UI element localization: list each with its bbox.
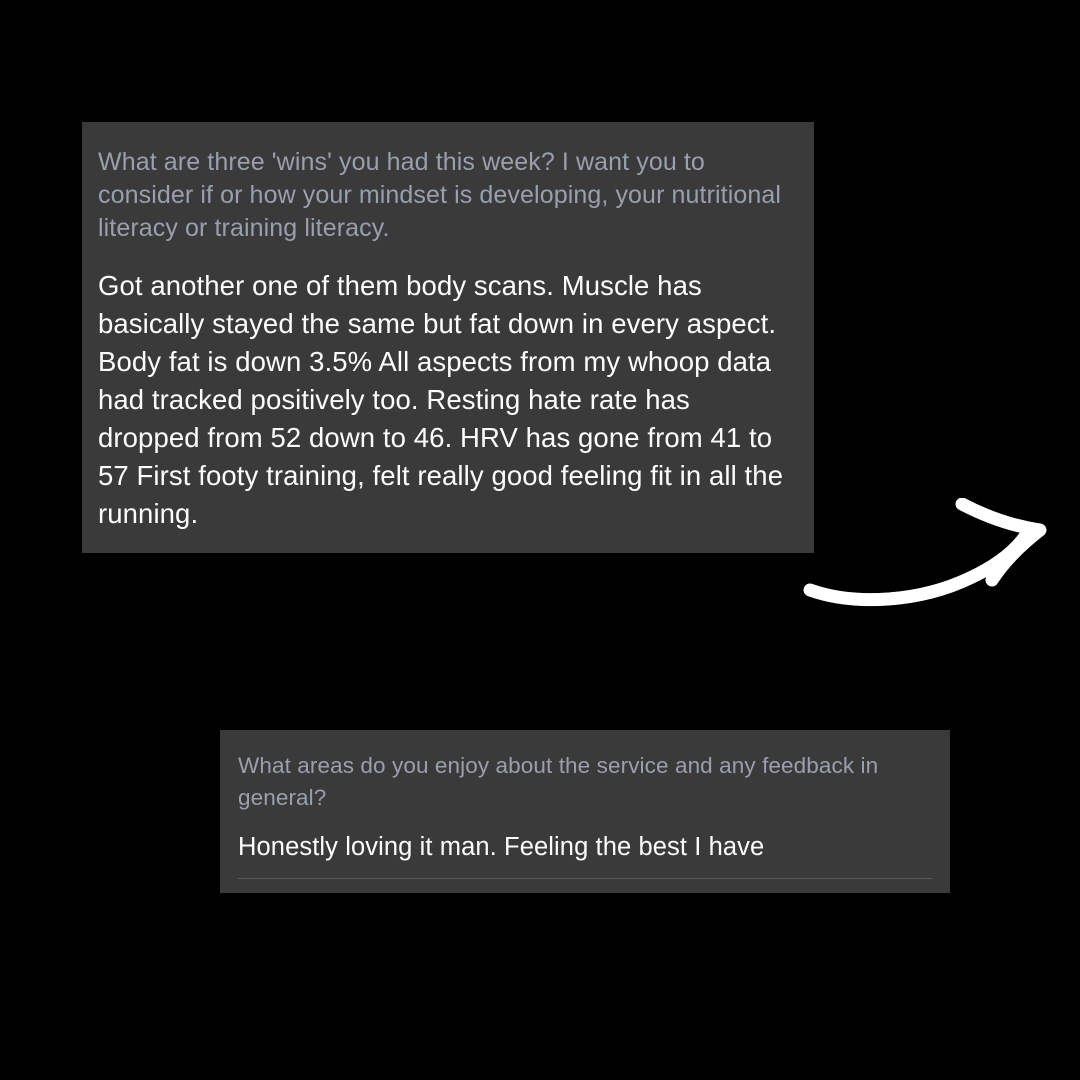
- testimonial-card-feedback: [220, 730, 950, 893]
- testimonial-prompt: What areas do you enjoy about the service and any feedback in general?: [238, 753, 879, 810]
- testimonial-prompt: What are three 'wins' you had this week? I want you to consider if or how your mindset is developing, your nutritional literacy or training literacy.: [98, 148, 782, 242]
- testimonial-answer: Got another one of them body scans. Muscle has basically stayed the same but fat down in every aspect. Body fat is down 3.5% All aspects from my whoop data had tracked positively too. Resting hate rate has dropped from 52 down to 46. HRV has gone from 41 to 57 First footy training, felt really good feeling fit in all the running.: [98, 270, 784, 529]
- testimonial-card-wins: [82, 122, 814, 553]
- curved-arrow-right-icon: [800, 498, 1055, 613]
- testimonial-answer: Honestly loving it man. Feeling the best I have: [238, 833, 765, 861]
- card-divider: [238, 878, 932, 879]
